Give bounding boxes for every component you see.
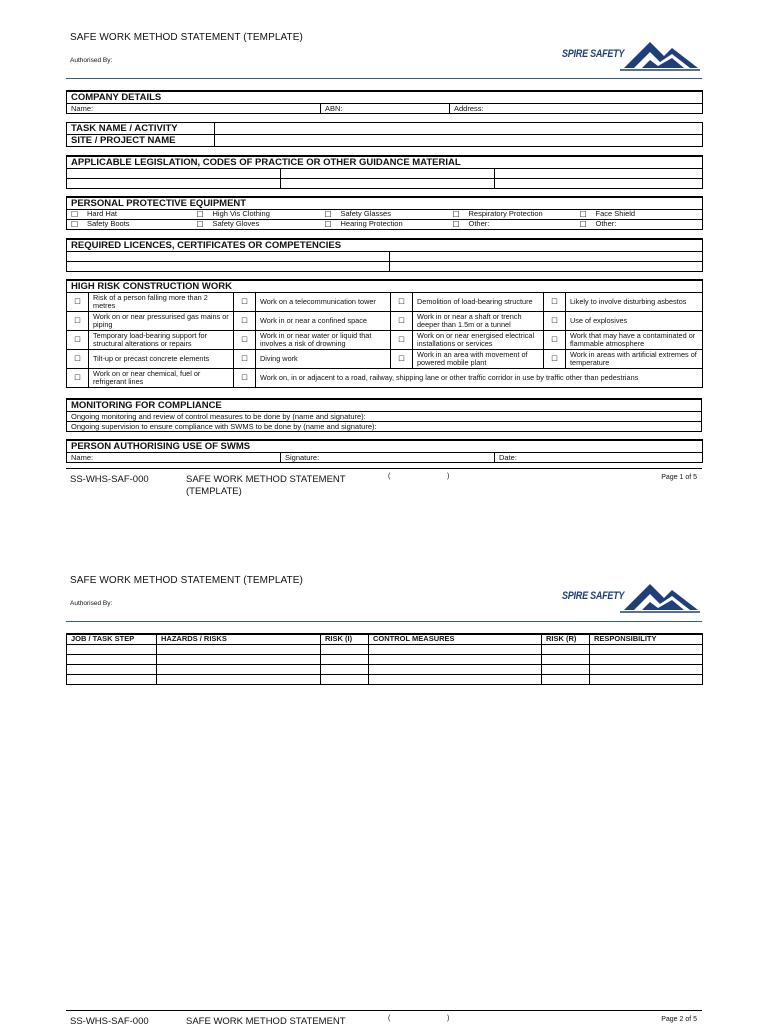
header-rule bbox=[66, 78, 702, 79]
monitoring-line-2[interactable]: Ongoing supervision to ensure compliance with SWMS to be done by (name and signature): bbox=[67, 422, 702, 432]
checkbox-icon[interactable]: ☐ bbox=[324, 210, 332, 219]
hrcw-item: Work in an area with movement of powered mobile plant bbox=[413, 350, 544, 369]
ppe-other-1[interactable]: ☐ Other: bbox=[449, 220, 576, 230]
ppe-table bbox=[66, 196, 703, 230]
authoriser-signature-field[interactable]: Signature: bbox=[281, 453, 495, 463]
document-title: SAFE WORK METHOD STATEMENT (TEMPLATE) bbox=[70, 32, 303, 43]
hrcw-row bbox=[67, 312, 703, 331]
ppe-hearing[interactable]: ☐ Hearing Protection bbox=[321, 220, 449, 230]
col-job-task-step: JOB / TASK STEP bbox=[67, 634, 157, 644]
table-cell[interactable] bbox=[67, 654, 157, 664]
hrcw-row bbox=[67, 331, 703, 350]
checkbox-icon[interactable]: ☐ bbox=[71, 220, 79, 229]
page-footer bbox=[66, 468, 702, 508]
authorised-by-label: Authorised By: bbox=[70, 57, 113, 64]
table-cell[interactable] bbox=[321, 664, 369, 674]
licences-heading: REQUIRED LICENCES, CERTIFICATES OR COMPETENCIES bbox=[67, 239, 703, 252]
spire-safety-logo bbox=[560, 40, 700, 76]
checkbox-icon[interactable]: ☐ bbox=[452, 210, 460, 219]
footer-paren-close: ) bbox=[447, 1015, 450, 1022]
authorised-by-label: Authorised By: bbox=[70, 600, 113, 607]
footer-doc-code: SS-WHS-SAF-000 bbox=[70, 474, 149, 485]
hrcw-item: Work on or near chemical, fuel or refrigerant lines bbox=[89, 369, 234, 388]
table-cell[interactable] bbox=[157, 654, 321, 664]
licences-table bbox=[66, 238, 703, 272]
ppe-face-shield[interactable]: ☐ Face Shield bbox=[576, 210, 703, 220]
monitoring-heading: MONITORING FOR COMPLIANCE bbox=[67, 399, 702, 412]
authoriser-name-field[interactable]: Name: bbox=[67, 453, 281, 463]
ppe-safety-boots[interactable]: ☐ Safety Boots bbox=[67, 220, 193, 230]
table-cell[interactable] bbox=[157, 664, 321, 674]
spire-safety-logo bbox=[560, 582, 700, 618]
checkbox-icon[interactable]: ☐ bbox=[67, 293, 89, 312]
hrcw-row bbox=[67, 369, 703, 388]
task-site-table bbox=[66, 122, 703, 147]
checkbox-icon[interactable]: ☐ bbox=[67, 369, 89, 388]
hrcw-item: Demolition of load-bearing structure bbox=[413, 293, 544, 312]
col-control-measures: CONTROL MEASURES bbox=[369, 634, 542, 644]
footer-title: SAFE WORK METHOD STATEMENT bbox=[186, 1016, 346, 1024]
licence-cell[interactable] bbox=[67, 262, 390, 272]
checkbox-icon[interactable]: ☐ bbox=[391, 293, 413, 312]
hrcw-item: Likely to involve disturbing asbestos bbox=[566, 293, 703, 312]
table-cell[interactable] bbox=[590, 644, 703, 654]
table-cell[interactable] bbox=[369, 654, 542, 664]
checkbox-icon[interactable]: ☐ bbox=[234, 312, 256, 331]
hrcw-item: Use of explosives bbox=[566, 312, 703, 331]
checkbox-icon[interactable]: ☐ bbox=[579, 220, 587, 229]
table-row bbox=[67, 664, 703, 674]
authoriser-date-field[interactable]: Date: bbox=[495, 453, 703, 463]
hrcw-item: Tilt-up or precast concrete elements bbox=[89, 350, 234, 369]
hrcw-item: Work on or near pressurised gas mains or piping bbox=[89, 312, 234, 331]
task-name-label: TASK NAME / ACTIVITY bbox=[67, 123, 215, 135]
hrcw-item: Work on, in or adjacent to a road, railway, shipping lane or other traffic corridor in use by traffic other than pedestrians bbox=[256, 369, 703, 388]
checkbox-icon[interactable]: ☐ bbox=[196, 210, 204, 219]
checkbox-icon[interactable]: ☐ bbox=[67, 312, 89, 331]
company-details-heading: COMPANY DETAILS bbox=[67, 91, 703, 104]
checkbox-icon[interactable]: ☐ bbox=[234, 293, 256, 312]
hrcw-table bbox=[66, 279, 703, 388]
legislation-cell[interactable] bbox=[495, 179, 703, 189]
table-cell[interactable] bbox=[67, 664, 157, 674]
table-cell[interactable] bbox=[157, 644, 321, 654]
ppe-heading: PERSONAL PROTECTIVE EQUIPMENT bbox=[67, 197, 703, 210]
hrcw-item: Work in or near a confined space bbox=[256, 312, 391, 331]
table-row bbox=[67, 654, 703, 664]
monitoring-table bbox=[66, 398, 702, 432]
page-footer bbox=[66, 1010, 702, 1024]
site-project-label: SITE / PROJECT NAME bbox=[67, 135, 215, 147]
table-cell[interactable] bbox=[321, 644, 369, 654]
site-project-field[interactable] bbox=[215, 135, 703, 147]
ppe-safety-glasses[interactable]: ☐ Safety Glasses bbox=[321, 210, 449, 220]
col-risk-residual: RISK (R) bbox=[542, 634, 590, 644]
legislation-cell[interactable] bbox=[67, 169, 281, 179]
checkbox-icon[interactable]: ☐ bbox=[196, 220, 204, 229]
table-cell[interactable] bbox=[369, 644, 542, 654]
ppe-other-2[interactable]: ☐ Other: bbox=[576, 220, 703, 230]
company-name-field[interactable]: Name: bbox=[67, 104, 321, 114]
table-cell[interactable] bbox=[542, 654, 590, 664]
table-cell[interactable] bbox=[321, 654, 369, 664]
authorising-table bbox=[66, 439, 703, 463]
table-cell[interactable] bbox=[542, 664, 590, 674]
table-cell[interactable] bbox=[542, 644, 590, 654]
hrcw-item: Work in areas with artificial extremes of temperature bbox=[566, 350, 703, 369]
checkbox-icon[interactable]: ☐ bbox=[67, 350, 89, 369]
checkbox-icon[interactable]: ☐ bbox=[234, 369, 256, 388]
mountain-logo-icon bbox=[620, 40, 700, 72]
table-cell[interactable] bbox=[590, 664, 703, 674]
table-cell[interactable] bbox=[369, 674, 542, 684]
checkbox-icon[interactable]: ☐ bbox=[544, 350, 566, 369]
header-rule bbox=[66, 621, 702, 622]
task-name-field[interactable] bbox=[215, 123, 703, 135]
checkbox-icon[interactable]: ☐ bbox=[544, 293, 566, 312]
legislation-cell[interactable] bbox=[67, 179, 281, 189]
hrcw-item: Temporary load-bearing support for structural alterations or repairs bbox=[89, 331, 234, 350]
table-row bbox=[67, 644, 703, 654]
legislation-table bbox=[66, 155, 703, 189]
legislation-cell[interactable] bbox=[495, 169, 703, 179]
legislation-cell[interactable] bbox=[281, 179, 495, 189]
footer-page-number: Page 1 of 5 bbox=[661, 474, 697, 481]
hrcw-item: Work on or near energised electrical installations or services bbox=[413, 331, 544, 350]
footer-doc-code: SS-WHS-SAF-000 bbox=[70, 1016, 149, 1024]
hrcw-heading: HIGH RISK CONSTRUCTION WORK bbox=[67, 280, 703, 293]
legislation-cell[interactable] bbox=[281, 169, 495, 179]
col-responsibility: RESPONSIBILITY bbox=[590, 634, 703, 644]
checkbox-icon[interactable]: ☐ bbox=[579, 210, 587, 219]
ppe-respiratory[interactable]: ☐ Respiratory Protection bbox=[449, 210, 576, 220]
hrcw-item: Diving work bbox=[256, 350, 391, 369]
mountain-logo-icon bbox=[620, 582, 700, 614]
task-steps-table bbox=[66, 633, 703, 685]
table-cell[interactable] bbox=[157, 674, 321, 684]
checkbox-icon[interactable]: ☐ bbox=[67, 331, 89, 350]
hrcw-item: Work on a telecommunication tower bbox=[256, 293, 391, 312]
col-hazards-risks: HAZARDS / RISKS bbox=[157, 634, 321, 644]
checkbox-icon[interactable]: ☐ bbox=[391, 331, 413, 350]
footer-title: SAFE WORK METHOD STATEMENT (TEMPLATE) bbox=[186, 474, 346, 497]
table-cell[interactable] bbox=[590, 674, 703, 684]
company-address-field[interactable]: Address: bbox=[450, 104, 703, 114]
table-cell[interactable] bbox=[590, 654, 703, 664]
hrcw-row bbox=[67, 293, 703, 312]
ppe-hard-hat[interactable]: ☐ Hard Hat bbox=[67, 210, 193, 220]
checkbox-icon[interactable]: ☐ bbox=[234, 350, 256, 369]
hrcw-item: Risk of a person falling more than 2 metres bbox=[89, 293, 234, 312]
checkbox-icon[interactable]: ☐ bbox=[544, 312, 566, 331]
table-row bbox=[67, 674, 703, 684]
table-cell[interactable] bbox=[67, 674, 157, 684]
col-risk-initial: RISK (I) bbox=[321, 634, 369, 644]
checkbox-icon[interactable]: ☐ bbox=[324, 220, 332, 229]
hrcw-item: Work in or near a shaft or trench deeper than 1.5m or a tunnel bbox=[413, 312, 544, 331]
footer-paren-open: ( bbox=[388, 473, 391, 480]
logo-text: SPIRE SAFETY bbox=[562, 48, 625, 60]
checkbox-icon[interactable]: ☐ bbox=[544, 331, 566, 350]
checkbox-icon[interactable]: ☐ bbox=[452, 220, 460, 229]
checkbox-icon[interactable]: ☐ bbox=[71, 210, 79, 219]
table-cell[interactable] bbox=[67, 644, 157, 654]
page-2 bbox=[0, 560, 768, 1024]
company-abn-field[interactable]: ABN: bbox=[321, 104, 450, 114]
legislation-heading: APPLICABLE LEGISLATION, CODES OF PRACTICE OR OTHER GUIDANCE MATERIAL bbox=[67, 156, 703, 169]
checkbox-icon[interactable]: ☐ bbox=[234, 331, 256, 350]
table-cell[interactable] bbox=[321, 674, 369, 684]
ppe-safety-gloves[interactable]: ☐ Safety Gloves bbox=[193, 220, 321, 230]
logo-text: SPIRE SAFETY bbox=[562, 590, 625, 602]
footer-page-number: Page 2 of 5 bbox=[661, 1016, 697, 1023]
licence-cell[interactable] bbox=[390, 252, 703, 262]
hrcw-item: Work that may have a contaminated or flammable atmosphere bbox=[566, 331, 703, 350]
table-cell[interactable] bbox=[369, 664, 542, 674]
hrcw-row bbox=[67, 350, 703, 369]
checkbox-icon[interactable]: ☐ bbox=[391, 312, 413, 331]
licence-cell[interactable] bbox=[67, 252, 390, 262]
document-title: SAFE WORK METHOD STATEMENT (TEMPLATE) bbox=[70, 575, 303, 586]
monitoring-line-1[interactable]: Ongoing monitoring and review of control measures to be done by (name and signature): bbox=[67, 412, 702, 422]
hrcw-item: Work in or near water or liquid that involves a risk of drowning bbox=[256, 331, 391, 350]
table-cell[interactable] bbox=[542, 674, 590, 684]
authorising-heading: PERSON AUTHORISING USE OF SWMS bbox=[67, 440, 703, 453]
checkbox-icon[interactable]: ☐ bbox=[391, 350, 413, 369]
footer-paren-close: ) bbox=[447, 473, 450, 480]
ppe-high-vis[interactable]: ☐ High Vis Clothing bbox=[193, 210, 321, 220]
licence-cell[interactable] bbox=[390, 262, 703, 272]
footer-paren-open: ( bbox=[388, 1015, 391, 1022]
company-details-table bbox=[66, 90, 703, 114]
